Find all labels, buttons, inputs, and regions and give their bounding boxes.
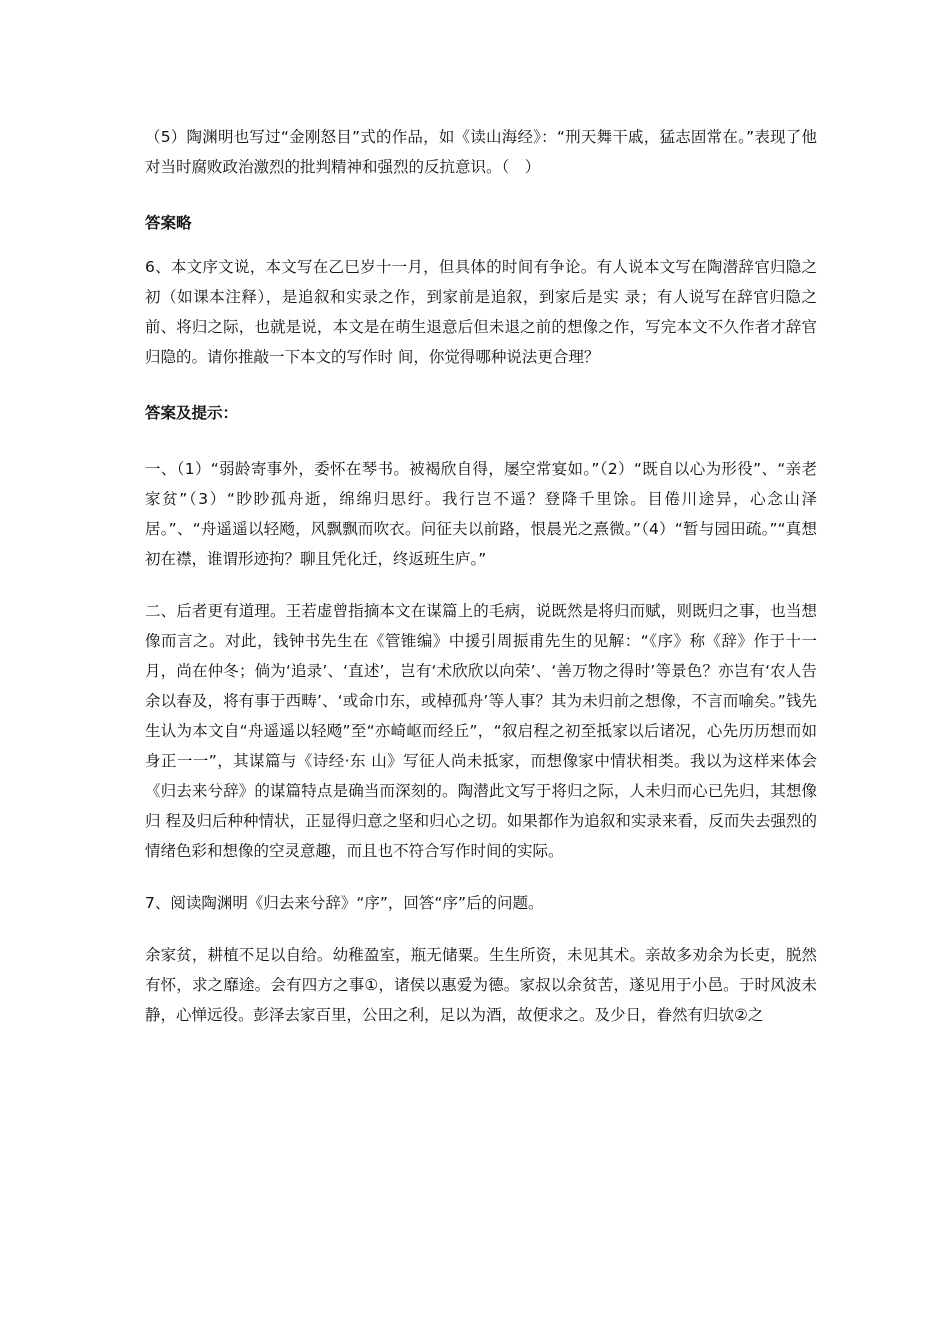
question-7: 7、阅读陶渊明《归去来兮辞》“序”，回答“序”后的问题。 <box>145 894 544 912</box>
answer-part-one: 一、（1）“弱龄寄事外，委怀在琴书。被褐欣自得，屡空常宴如。”（2）“既自以心为形役”、“亲老家贫”（3）“眇眇孤舟逝，绵绵归思纡。我行岂不遥？登降千里馀。目倦川途异，心念山泽居。”、“舟遥遥以轻飏，风飘飘而吹衣。问征夫以前路，恨晨光之熹微。”（4）“暂与园田疏。”“真想初在襟，谁谓形迹拘？聊且凭化迁，终返班生庐。” <box>145 460 817 568</box>
answer-brief-heading: 答案略 <box>145 214 192 232</box>
question-6: 6、本文序文说，本文写在乙巳岁十一月，但具体的时间有争论。有人说本文写在陶潜辞官归隐之初（如课本注释），是追叙和实录之作，到家前是追叙，到家后是实 录；有人说写在辞官归隐之前、将归之际，也就是说，本文是在萌生退意后但未退之前的想像之作，写完本文不久作者才辞官归隐的。请你推敲一下本文的写作时 间，你觉得哪种说法更合理？ <box>145 258 817 366</box>
answer-hint-heading: 答案及提示： <box>145 404 239 422</box>
answer-part-two: 二、后者更有道理。王若虚曾指摘本文在谋篇上的毛病，说既然是将归而赋，则既归之事，也当想像而言之。对此，钱钟书先生在《管锥编》中援引周振甫先生的见解：“《序》称《辞》作于十一月，尚在仲冬；倘为‘追录’、‘直述’，岂有‘术欣欣以向荣’、‘善万物之得时’等景色？亦岂有‘农人告余以春及，将有事于西畴’、‘或命巾东，或棹孤舟’等人事？其为未归前之想像，不言而喻矣。”钱先生认为本文自“舟遥遥以轻飏”至“亦崎岖而经丘”，“叙启程之初至抵家以后诸况，心先历历想而如身正一一”，其谋篇与《诗经·东 山》写征人尚未抵家，而想像家中情状相类。我以为这样来体会《归去来兮辞》的谋篇特点是确当而深刻的。陶潜此文写于将归之际，人未归而心已先归，其想像归 程及归后种种情状，正显得归意之坚和归心之切。如果都作为追叙和实录来看，反而失去强烈的情绪色彩和想像的空灵意趣，而且也不符合写作时间的实际。 <box>145 602 817 860</box>
document-page <box>145 122 817 1030</box>
preface-text: 余家贫，耕植不足以自给。幼稚盈室，瓶无储粟。生生所资，未见其术。亲故多劝余为长吏，脱然有怀，求之靡途。会有四方之事①，诸侯以惠爱为德。家叔以余贫苦，遂见用于小邑。于时风波未静，心惮远役。彭泽去家百里，公田之利，足以为酒，故便求之。及少日，眷然有归欤②之 <box>145 946 817 1024</box>
question-5: （5）陶渊明也写过“金刚怒目”式的作品，如《读山海经》：“刑天舞干戚，猛志固常在。”表现了他对当时腐败政治激烈的批判精神和强烈的反抗意识。（ ） <box>145 128 817 176</box>
